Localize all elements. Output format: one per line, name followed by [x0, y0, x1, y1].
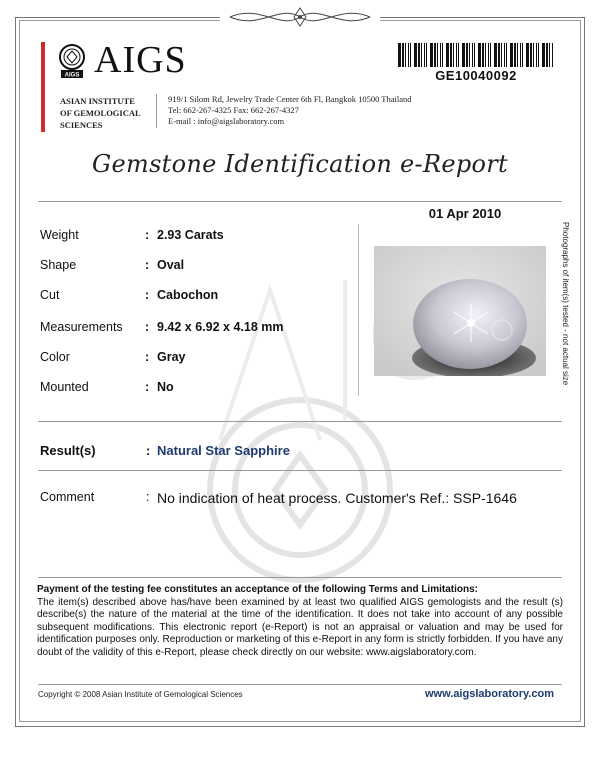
- barcode-bar: [488, 43, 489, 67]
- terms-body: The item(s) described above has/have been examined by at least two qualified AIGS gemologists and the result (s) describe(s) the nature of the material at the time of the identification. It does not take into account of any possible subsequent modifications. This electronic report (e-Report) is not an appraisal or valuation and may be used for identification purposes only. Reproduction or marketing of this e-Report in any form is strictly forbidden. If you have any doubt of the validity of this e-Report, please check directly on our website: www.aigslaboratory.com.: [37, 596, 563, 658]
- barcode-bar: [398, 43, 401, 67]
- lab-address: 919/1 Silom Rd, Jewelry Trade Center 6th Fl, Bangkok 10500 Thailand Tel: 662-267-4325 Fax: 662-267-4327 E-mail : info@aigslaboratory.com: [168, 94, 412, 126]
- barcode-bar: [462, 43, 465, 67]
- barcode-bar: [494, 43, 497, 67]
- comment-label: Comment: [40, 490, 95, 504]
- property-color: Color : Gray: [40, 350, 186, 364]
- property-shape: Shape : Oval: [40, 258, 185, 272]
- barcode-bar: [414, 43, 417, 67]
- barcode-bar: [426, 43, 427, 67]
- barcode-bar: [482, 43, 484, 67]
- barcode-bar: [520, 43, 521, 67]
- divider-result: [38, 470, 562, 471]
- institute-name: ASIAN INSTITUTE OF GEMOLOGICAL SCIENCES: [60, 96, 141, 130]
- property-weight: Weight : 2.93 Carats: [40, 228, 224, 242]
- barcode-bar: [536, 43, 537, 67]
- divider-footer: [38, 684, 562, 685]
- barcode-bar: [458, 43, 459, 67]
- barcode-bar: [430, 43, 433, 67]
- barcode-bar: [453, 43, 454, 67]
- barcode-bar: [530, 43, 532, 67]
- barcode-bar: [437, 43, 438, 67]
- barcode-bar: [485, 43, 486, 67]
- barcode-bar: [474, 43, 475, 67]
- barcode-bar: [421, 43, 422, 67]
- barcode-bar: [526, 43, 529, 67]
- aigs-seal-icon: [58, 44, 86, 80]
- page-title: Gemstone Identification e-Report: [92, 150, 508, 178]
- comment-value: No indication of heat process. Customer's Ref.: SSP-1646: [157, 490, 517, 506]
- result-label: Result(s): [40, 443, 96, 458]
- terms-heading: Payment of the testing fee constitutes an acceptance of the following Terms and Limitations:: [37, 584, 478, 595]
- comment-colon: :: [146, 490, 150, 504]
- website-link[interactable]: www.aigslaboratory.com: [425, 688, 554, 700]
- barcode-bar: [538, 43, 539, 67]
- barcode-bar: [408, 43, 409, 67]
- barcode-bar: [522, 43, 523, 67]
- barcode-bar: [410, 43, 411, 67]
- report-date: 01 Apr 2010: [428, 206, 502, 221]
- barcode-bar: [504, 43, 505, 67]
- photo-caption: Photographs of item(s) tested - not actual size: [561, 222, 570, 386]
- barcode-bar: [517, 43, 518, 67]
- barcode-bar: [501, 43, 502, 67]
- barcode-bar: [514, 43, 516, 67]
- terms-and-limitations: [37, 584, 563, 659]
- barcode-bar: [442, 43, 443, 67]
- barcode-bar: [434, 43, 436, 67]
- star-sapphire-image: [374, 246, 546, 376]
- report-number: GE10040092: [435, 68, 517, 83]
- barcode-bar: [424, 43, 425, 67]
- accent-bar: [41, 42, 45, 132]
- barcode-bar: [472, 43, 473, 67]
- svg-text:AIGS: AIGS: [64, 72, 80, 79]
- barcode-bar: [490, 43, 491, 67]
- barcode-bar: [549, 43, 550, 67]
- divider-terms: [38, 577, 562, 578]
- barcode-bar: [552, 43, 553, 67]
- barcode-bar: [498, 43, 500, 67]
- logo-wordmark: AIGS: [94, 39, 187, 81]
- ornament-icon: [220, 2, 380, 32]
- barcode-bar: [466, 43, 468, 67]
- barcode-bar: [440, 43, 441, 67]
- property-measurements: Measurements : 9.42 x 6.92 x 4.18 mm: [40, 320, 284, 334]
- barcode-bar: [456, 43, 457, 67]
- barcode-bar: [405, 43, 406, 67]
- barcode-bar: [418, 43, 420, 67]
- result-value: Natural Star Sapphire: [157, 443, 290, 458]
- property-mounted: Mounted : No: [40, 380, 174, 394]
- divider-mid: [38, 421, 562, 422]
- barcode-bar: [446, 43, 449, 67]
- barcode-bar: [469, 43, 470, 67]
- barcode-bar: [533, 43, 534, 67]
- barcode-bar: [402, 43, 404, 67]
- copyright-text: Copyright © 2008 Asian Institute of Gemological Sciences: [38, 690, 243, 699]
- barcode-icon: [398, 43, 554, 67]
- barcode-bar: [542, 43, 545, 67]
- barcode-bar: [478, 43, 481, 67]
- barcode-bar: [506, 43, 507, 67]
- property-cut: Cut : Cabochon: [40, 288, 219, 302]
- barcode-bar: [450, 43, 452, 67]
- divider-top: [38, 201, 562, 202]
- photo-divider: [358, 224, 359, 396]
- address-divider: [156, 94, 157, 128]
- barcode-bar: [546, 43, 548, 67]
- barcode-bar: [510, 43, 513, 67]
- result-colon: :: [146, 443, 151, 458]
- gem-photo: [374, 246, 546, 376]
